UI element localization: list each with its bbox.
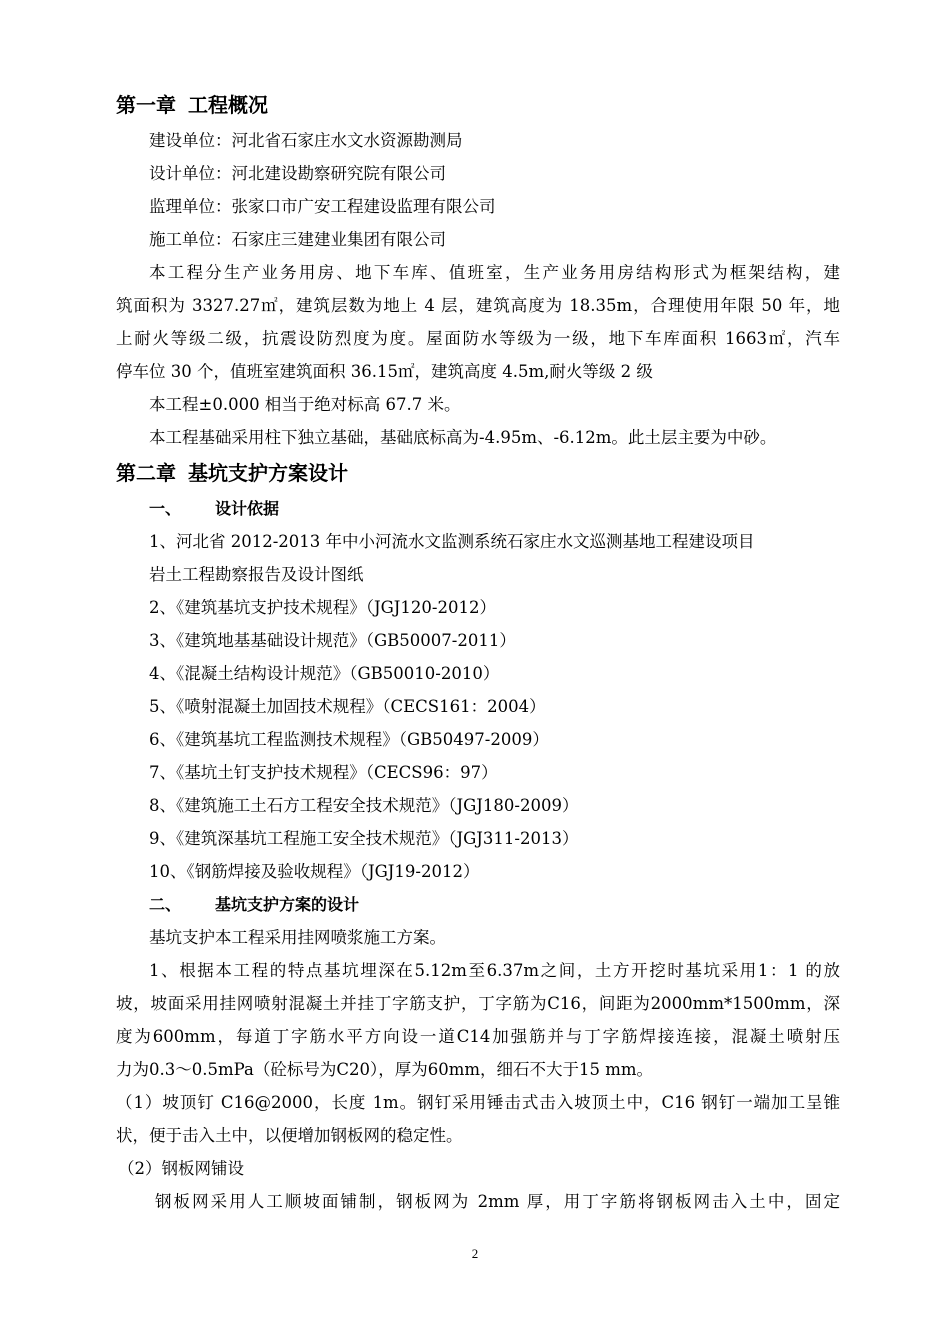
design-paragraph-line: 度为600mm，每道丁字筋水平方向设一道C14加强筋并与丁字筋焊接连接，混凝土喷射压 [116,1027,840,1046]
design-paragraph-line: 1、根据本工程的特点基坑埋深在5.12m至6.37m之间，土方开挖时基坑采用1：1 的放 [149,961,840,980]
overview-line: 筑面积为 3327.27㎡，建筑层数为地上 4 层，建筑高度为 18.35m，合理使用年限 50 年，地 [116,296,840,315]
unit-line-owner: 建设单位：河北省石家庄水文水资源勘测局 [149,131,463,150]
elevation-line: 本工程±0.000 相当于绝对标高 67.7 米。 [149,395,461,414]
reference-item: 10、《钢筋焊接及验收规程》（JGJ19-2012） [149,862,480,881]
design-paragraph-line: 力为0.3～0.5mPa（砼标号为C20），厚为60mm，细石不大于15 mm。 [116,1060,654,1079]
slope-nail-line: 状，便于击入土中，以便增加钢板网的稳定性。 [116,1126,463,1145]
chapter1-number: 第一章 [116,93,176,117]
chapter2-number: 第二章 [116,461,176,485]
unit-line-designer: 设计单位：河北建设勘察研究院有限公司 [149,164,446,183]
mesh-paragraph-line: 钢板网采用人工顺坡面铺制，钢板网为 2mm 厚，用丁字筋将钢板网击入土中，固定 [155,1192,840,1211]
overview-line: 停车位 30 个，值班室建筑面积 36.15㎡，建筑高度 4.5m,耐火等级 2 级 [116,362,653,381]
reference-item: 9、《建筑深基坑工程施工安全技术规范》（JGJ311-2013） [149,829,579,848]
overview-line: 上耐火等级二级，抗震设防烈度为度。屋面防水等级为一级，地下车库面积 1663㎡，汽车 [116,329,840,348]
section1-title: 设计依据 [215,499,280,518]
section2-number: 二、 [149,895,182,914]
reference-item: 2、《建筑基坑支护技术规程》（JGJ120-2012） [149,598,496,617]
page-content [116,86,840,1218]
chapter2-heading [116,454,840,492]
slope-nail-line: （1）坡顶钉 C16@2000，长度 1m。钢钉采用锤击式击入坡顶土中，C16 钢钉一端加工呈锥 [116,1093,840,1112]
chapter2-title: 基坑支护方案设计 [188,461,348,485]
page-number: 2 [471,1246,479,1261]
reference-item: 8、《建筑施工土石方工程安全技术规范》（JGJ180-2009） [149,796,579,815]
reference-item: 3、《建筑地基基础设计规范》（GB50007-2011） [149,631,516,650]
reference-item: 6、《建筑基坑工程监测技术规程》（GB50497-2009） [149,730,549,749]
reference-item: 7、《基坑土钉支护技术规程》（CECS96：97） [149,763,498,782]
reference-item: 1、河北省 2012-2013 年中小河流水文监测系统石家庄水文巡测基地工程建设项目 [149,532,755,551]
section2-heading [116,888,840,921]
section2-title: 基坑支护方案的设计 [215,895,360,914]
chapter1-heading [116,86,840,124]
overview-line: 本工程分生产业务用房、地下车库、值班室，生产业务用房结构形式为框架结构，建 [149,263,840,282]
reference-item: 岩土工程勘察报告及设计图纸 [149,565,364,584]
design-paragraph-line: 坡，坡面采用挂网喷射混凝土并挂丁字筋支护，丁字筋为C16，间距为2000mm*1500mm，深 [116,994,840,1013]
foundation-line: 本工程基础采用柱下独立基础，基础底标高为-4.95m、-6.12m。此土层主要为中砂。 [149,428,777,447]
section2-intro: 基坑支护本工程采用挂网喷浆施工方案。 [149,928,446,947]
reference-item: 5、《喷射混凝土加固技术规程》（CECS161：2004） [149,697,546,716]
section1-number: 一、 [149,499,182,518]
reference-item: 4、《混凝土结构设计规范》（GB50010-2010） [149,664,500,683]
unit-line-supervisor: 监理单位：张家口市广安工程建设监理有限公司 [149,197,496,216]
section1-heading [116,492,840,525]
subsection2-title: （2）钢板网铺设 [118,1159,244,1178]
unit-line-contractor: 施工单位：石家庄三建建业集团有限公司 [149,230,446,249]
chapter1-title: 工程概况 [188,93,268,117]
